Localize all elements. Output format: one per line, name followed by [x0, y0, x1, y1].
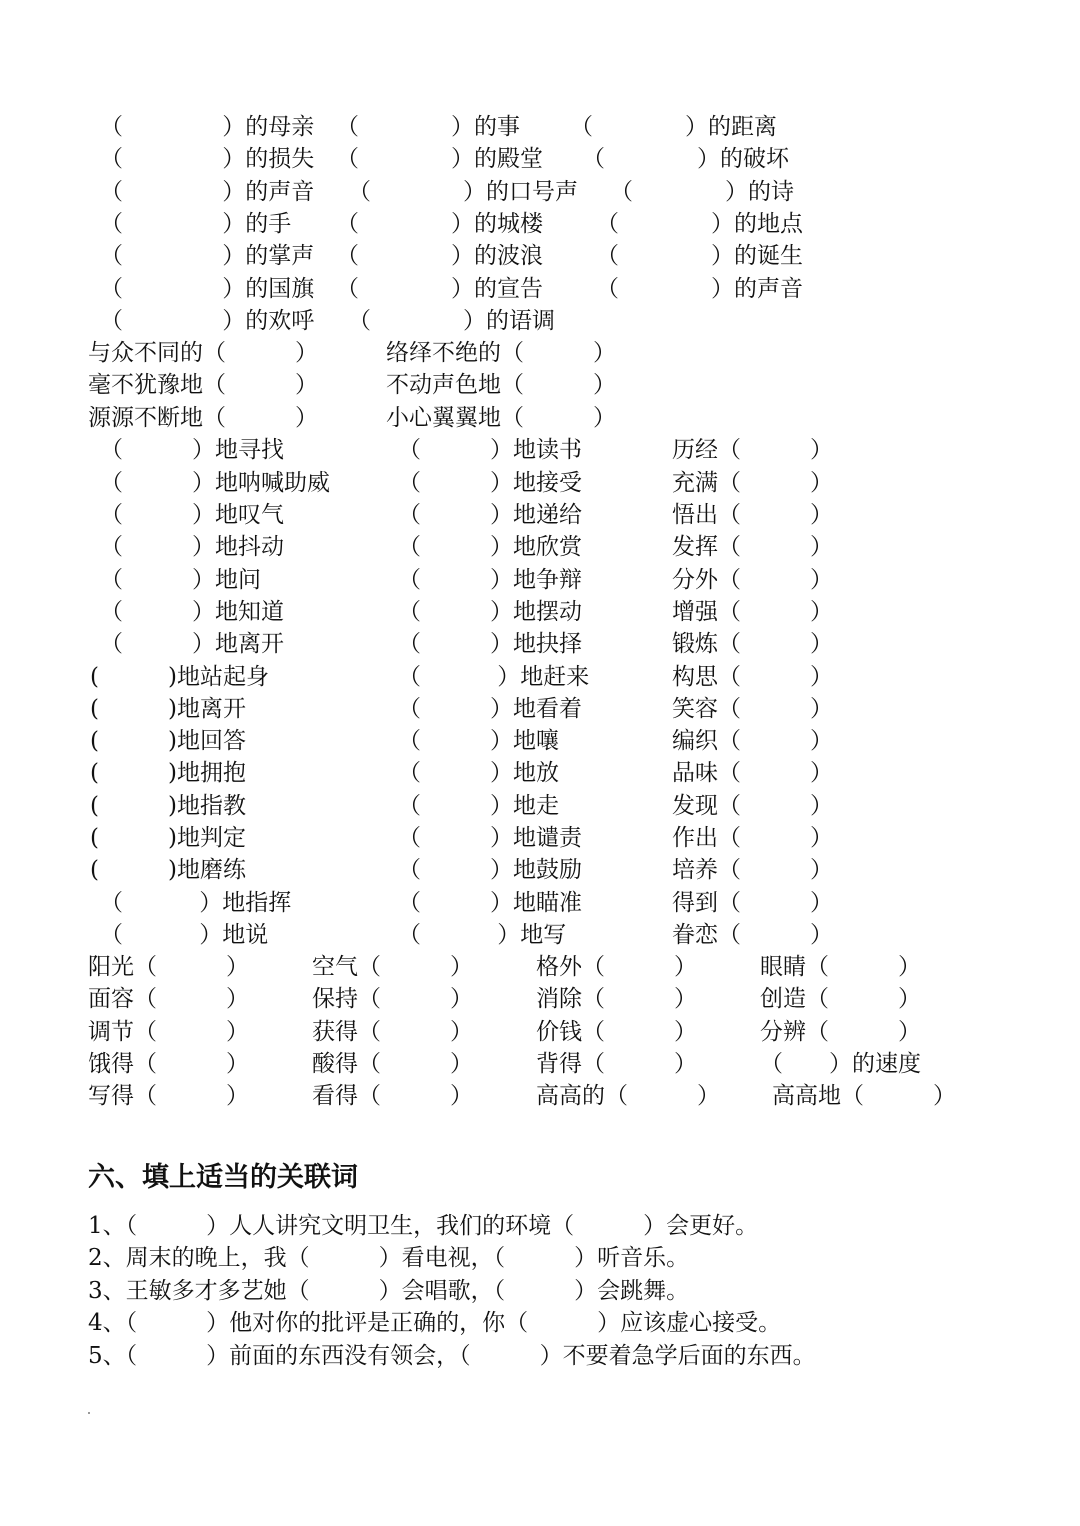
- blank-item: 发现（ ）: [672, 793, 833, 819]
- di-row-3: [0, 499, 1080, 531]
- de-row-1: [0, 111, 1080, 143]
- sentence-text: 4、（ ）他对你的批评是正确的，你（ ）应该虚心接受。: [88, 1310, 782, 1336]
- blank-item: 品味（ ）: [672, 760, 833, 786]
- blank-item: （ ）的破坏: [582, 146, 789, 172]
- blank-item: （ ）地问: [100, 567, 261, 593]
- blank-item: 酸得（ ）: [312, 1051, 473, 1077]
- blank-item: （ ）地摆动: [398, 599, 582, 625]
- sentence-text: 1、（ ）人人讲究文明卫生，我们的环境（ ）会更好。: [88, 1213, 759, 1239]
- de-row-5: [0, 240, 1080, 272]
- blank-item: （ ）的手: [100, 211, 292, 237]
- di-row-1: [0, 434, 1080, 466]
- di-row-6: [0, 596, 1080, 628]
- blank-item: （ ）地瞄准: [398, 890, 582, 916]
- di-row-12: [0, 790, 1080, 822]
- blank-item: 高高地（ ）: [772, 1083, 956, 1109]
- sentence-4: [0, 1307, 1080, 1339]
- blank-item: 不动声色地（ ）: [386, 372, 616, 398]
- di-row-15: [0, 887, 1080, 919]
- blank-item: 历经（ ）: [672, 437, 833, 463]
- page-dot: [88, 1412, 90, 1414]
- sentence-1: [0, 1210, 1080, 1242]
- blank-item: ( )地指教: [90, 793, 246, 819]
- idiom-row-3: [0, 402, 1080, 434]
- blank-item: 小心翼翼地（ ）: [386, 405, 616, 431]
- blank-item: 写得（ ）: [88, 1083, 249, 1109]
- blank-item: 创造（ ）: [760, 986, 921, 1012]
- blank-item: 看得（ ）: [312, 1083, 473, 1109]
- word-row-5: [0, 1080, 1080, 1112]
- blank-item: （ ）地谴责: [398, 825, 582, 851]
- di-row-4: [0, 531, 1080, 563]
- blank-item: 饿得（ ）: [88, 1051, 249, 1077]
- blank-item: 充满（ ）: [672, 470, 833, 496]
- blank-item: 笑容（ ）: [672, 696, 833, 722]
- di-row-16: [0, 919, 1080, 951]
- sentence-5: [0, 1340, 1080, 1372]
- blank-item: 毫不犹豫地（ ）: [88, 372, 318, 398]
- sentence-2: [0, 1242, 1080, 1274]
- blank-item: 络绎不绝的（ ）: [386, 340, 616, 366]
- blank-item: 悟出（ ）: [672, 502, 833, 528]
- di-row-13: [0, 822, 1080, 854]
- blank-item: （ ）地嚷: [398, 728, 559, 754]
- blank-item: ( )地拥抱: [90, 760, 246, 786]
- blank-item: 源源不断地（ ）: [88, 405, 318, 431]
- blank-item: （ ）的宣告: [336, 276, 543, 302]
- blank-item: （ ）的殿堂: [336, 146, 543, 172]
- blank-item: （ ）地知道: [100, 599, 284, 625]
- blank-item: 保持（ ）: [312, 986, 473, 1012]
- blank-item: ( )地回答: [90, 728, 246, 754]
- di-row-5: [0, 564, 1080, 596]
- word-row-4: [0, 1048, 1080, 1080]
- sentence-3: [0, 1275, 1080, 1307]
- blank-item: 增强（ ）: [672, 599, 833, 625]
- blank-item: ( )地判定: [90, 825, 246, 851]
- blank-item: （ ）的地点: [596, 211, 803, 237]
- blank-item: （ ）地抉择: [398, 631, 582, 657]
- blank-item: （ ）的语调: [348, 308, 555, 334]
- blank-item: （ ）地离开: [100, 631, 284, 657]
- blank-item: （ ）地呐喊助威: [100, 470, 330, 496]
- di-row-10: [0, 725, 1080, 757]
- blank-item: （ ）的欢呼: [100, 308, 315, 334]
- blank-item: 分辨（ ）: [760, 1019, 921, 1045]
- blank-item: 分外（ ）: [672, 567, 833, 593]
- di-row-8: [0, 661, 1080, 693]
- blank-item: 格外（ ）: [536, 954, 697, 980]
- blank-item: （ ）地看着: [398, 696, 582, 722]
- blank-item: （ ）地欣赏: [398, 534, 582, 560]
- blank-item: （ ）地说: [100, 922, 269, 948]
- blank-item: （ ）的损失: [100, 146, 315, 172]
- de-row-4: [0, 208, 1080, 240]
- section-title: 六、填上适当的关联词: [88, 1162, 358, 1193]
- di-row-9: [0, 693, 1080, 725]
- blank-item: （ ）地递给: [398, 502, 582, 528]
- blank-item: （ ）地走: [398, 793, 559, 819]
- blank-item: 调节（ ）: [88, 1019, 249, 1045]
- idiom-row-1: [0, 337, 1080, 369]
- sentence-text: 2、周末的晚上，我（ ）看电视，（ ）听音乐。: [88, 1245, 690, 1271]
- blank-item: （ ）地写: [398, 922, 567, 948]
- blank-item: 与众不同的（ ）: [88, 340, 318, 366]
- blank-item: （ ）的速度: [760, 1051, 921, 1077]
- blank-item: 培养（ ）: [672, 857, 833, 883]
- blank-item: 背得（ ）: [536, 1051, 697, 1077]
- de-row-3: [0, 176, 1080, 208]
- sentence-text: 3、王敏多才多艺她（ ）会唱歌，（ ）会跳舞。: [88, 1278, 690, 1304]
- blank-item: 眼睛（ ）: [760, 954, 921, 980]
- blank-item: 消除（ ）: [536, 986, 697, 1012]
- di-row-2: [0, 467, 1080, 499]
- de-row-7: [0, 305, 1080, 337]
- blank-item: （ ）地叹气: [100, 502, 284, 528]
- blank-item: 眷恋（ ）: [672, 922, 833, 948]
- blank-item: 空气（ ）: [312, 954, 473, 980]
- blank-item: （ ）地赶来: [398, 664, 590, 690]
- blank-item: （ ）的掌声: [100, 243, 315, 269]
- blank-item: 价钱（ ）: [536, 1019, 697, 1045]
- word-row-1: [0, 951, 1080, 983]
- blank-item: 构思（ ）: [672, 664, 833, 690]
- blank-item: 发挥（ ）: [672, 534, 833, 560]
- blank-item: ( )地站起身: [90, 664, 269, 690]
- blank-item: （ ）的母亲: [100, 114, 315, 140]
- blank-item: （ ）的距离: [570, 114, 777, 140]
- word-row-3: [0, 1016, 1080, 1048]
- blank-item: （ ）的声音: [596, 276, 803, 302]
- blank-item: ( )地磨练: [90, 857, 246, 883]
- blank-item: 阳光（ ）: [88, 954, 249, 980]
- blank-item: （ ）地寻找: [100, 437, 284, 463]
- blank-item: 得到（ ）: [672, 890, 833, 916]
- blank-item: ( )地离开: [90, 696, 246, 722]
- de-row-2: [0, 143, 1080, 175]
- idiom-row-2: [0, 369, 1080, 401]
- word-row-2: [0, 983, 1080, 1015]
- di-row-7: [0, 628, 1080, 660]
- blank-item: （ ）地鼓励: [398, 857, 582, 883]
- blank-item: （ ）的诗: [610, 179, 794, 205]
- blank-item: 编织（ ）: [672, 728, 833, 754]
- blank-item: （ ）地指挥: [100, 890, 292, 916]
- blank-item: （ ）的诞生: [596, 243, 803, 269]
- sentence-text: 5、（ ）前面的东西没有领会，（ ）不要着急学后面的东西。: [88, 1343, 816, 1369]
- blank-item: （ ）的国旗: [100, 276, 315, 302]
- de-row-6: [0, 273, 1080, 305]
- blank-item: 面容（ ）: [88, 986, 249, 1012]
- blank-item: （ ）地读书: [398, 437, 582, 463]
- blank-item: （ ）地接受: [398, 470, 582, 496]
- blank-item: （ ）的声音: [100, 179, 315, 205]
- blank-item: （ ）的波浪: [336, 243, 543, 269]
- blank-item: （ ）地放: [398, 760, 559, 786]
- blank-item: （ ）的口号声: [348, 179, 578, 205]
- blank-item: 作出（ ）: [672, 825, 833, 851]
- di-row-11: [0, 757, 1080, 789]
- blank-item: 高高的（ ）: [536, 1083, 720, 1109]
- blank-item: （ ）的城楼: [336, 211, 543, 237]
- blank-item: 锻炼（ ）: [672, 631, 833, 657]
- blank-item: 获得（ ）: [312, 1019, 473, 1045]
- di-row-14: [0, 854, 1080, 886]
- blank-item: （ ）地争辩: [398, 567, 582, 593]
- blank-item: （ ）的事: [336, 114, 520, 140]
- blank-item: （ ）地抖动: [100, 534, 284, 560]
